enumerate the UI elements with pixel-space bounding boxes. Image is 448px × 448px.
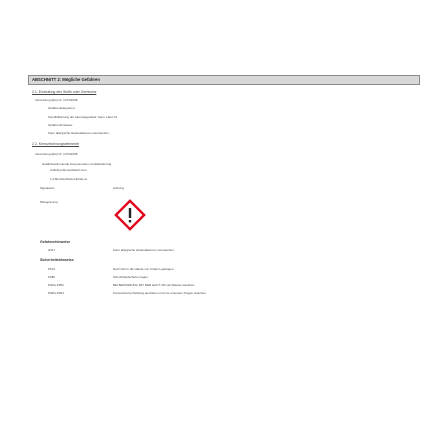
heading-2-1: 2.1. Einstufung des Stoffs oder Gemischs [32,90,97,94]
precaution-code-p280: P280 [48,275,56,279]
hazard-categories-label: Gefahrenkategorien: [48,106,76,110]
hazard-statement-2-1: Kann allergische Hautreaktionen verursachen. [48,131,110,135]
precaution-code-p302-p352: P302+P352 [48,283,64,287]
precautionary-label: Sicherheitshinweise [40,258,74,262]
hazard-code-h317: H317 [48,248,56,252]
component-1: 2-Methyl-2H-isothiazol-3-on [50,168,87,172]
pictograms-label: Piktogramme: [40,200,59,204]
precaution-text-p362-p364: Kontaminierte Kleidung ausziehen und vor erneutem Tragen waschen. [113,291,207,295]
regulation-2-2: Verordnung (EG) Nr. 1272/2008 [35,152,78,156]
ghs07-exclamation-icon [113,198,147,232]
precaution-text-p102: Darf nicht in die Hände von Kindern gelangen. [113,267,175,271]
signal-word-label: Signalwort: [40,186,55,190]
precaution-code-p362-p364: P362+P364 [48,291,64,295]
precaution-text-p280: Schutzhandschuhe tragen. [113,275,149,279]
components-label: Gefahrbestimmende Komponenten zur Etikettierung [42,162,112,166]
hazard-text-h317: Kann allergische Hautreaktionen verursachen. [113,248,175,252]
hazard-statements-label: Gefahrenhinweise [40,240,71,244]
heading-2-2: 2.2. Kennzeichnungselemente [32,142,80,146]
component-2: 1,2-Benzisothiazol-3(2H)-on [50,177,88,181]
regulation-2-1: Verordnung (EG) Nr. 1272/2008 [35,98,78,102]
signal-word: Achtung [113,186,125,190]
sensitization-classification: Sensibilisierung der Atemwege/Haut: Sens. Haut 1A [48,115,118,119]
section-title: ABSCHNITT 2: Mögliche Gefahren [32,77,100,82]
precaution-text-p302-p352: BEI BERÜHRUNG MIT DER HAUT: Mit viel Wasser waschen. [113,283,196,287]
section-2-header [28,75,420,85]
hazard-statements-label-2-1: Gefahrenhinweise: [48,123,74,127]
precaution-code-p102: P102 [48,267,56,271]
